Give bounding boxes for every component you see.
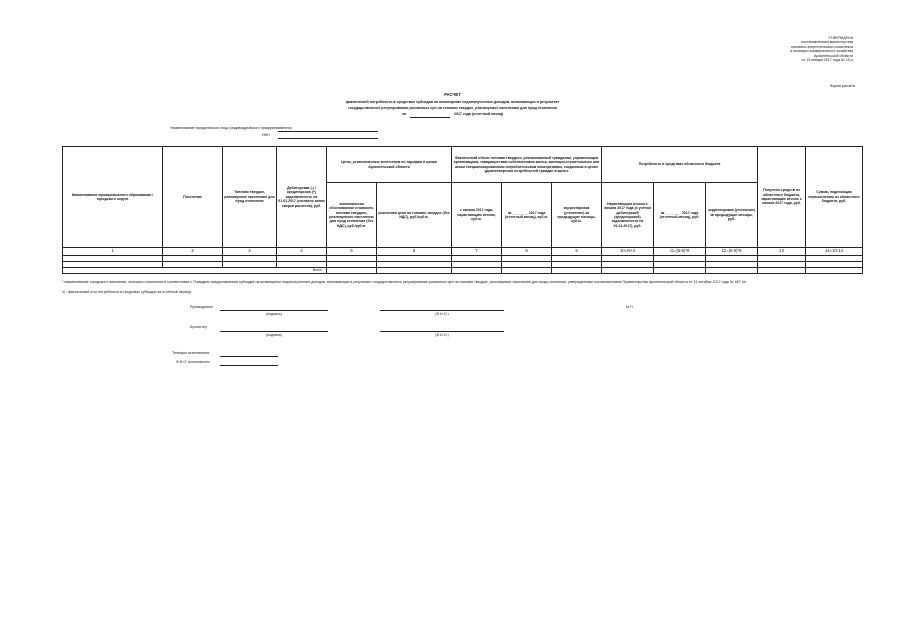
inn-field: [278, 138, 378, 139]
header-settlement: Поселение: [163, 147, 223, 248]
header-volume-cumulative: с начала 2017 года, нарастающим итогом, куб.м.: [452, 183, 502, 248]
column-number: 13: [758, 248, 806, 256]
accountant-signature-line: [220, 331, 328, 332]
header-municipality: Наименование муниципального образования / городского округа: [63, 147, 163, 248]
signature-caption: (подпись): [266, 333, 282, 337]
header-need-correction: корректировка (уточнение) за предыдущие месяцы, руб.: [706, 183, 758, 248]
period-suffix: 2017 года (отчетный месяц): [454, 112, 504, 116]
header-volume-month: за ________ 2017 года (отчетный месяц), куб.м.: [502, 183, 552, 248]
header-need-group: Потребность в средствах областного бюджета: [602, 147, 758, 183]
header-need-month: за ________ 2017 года (отчетный месяц), руб.: [654, 183, 706, 248]
approval-line: Архангельской области: [813, 53, 853, 58]
header-volume-group: Фактический объем топлива твердого, реализованный гражданам, управляющим организациям, товариществам собственников жилья, жилищно-строительным или иным специализированным потребительским кооперативам, созданным в целях удовлетворения потребностей граждан в жилье: [452, 147, 602, 183]
column-numbers-row: [63, 248, 863, 256]
approval-title: УТВЕРЖДЕНА: [828, 36, 853, 40]
column-number: 6: [377, 248, 452, 256]
inn-label: ИНН: [262, 133, 270, 137]
stamp-label: М.П.: [626, 305, 634, 309]
header-received: Получено средств из областного бюджета, нарастающим итогом с начала 2017 года, руб.: [758, 147, 806, 248]
header-need-cumulative: Нарастающим итогом с начала 2017 года (с учетом дебиторской (кредиторской) задолженности на 01.01.2017), руб.: [602, 183, 654, 248]
signature-caption: (подпись): [266, 312, 282, 316]
column-number: 9: [552, 248, 602, 256]
name-caption: (Ф.И.О.): [435, 333, 449, 337]
column-number: 11=(5-6)*8: [654, 248, 706, 256]
header-economic-cost: экономически обоснованная стоимость топлива твердого, реализуемого населению для нужд отопления (без НДС), руб./куб.м.: [327, 183, 377, 248]
header-volume-correction: корректировка (уточнение) за предыдущие месяцы, куб.м.: [552, 183, 602, 248]
footnote: N - фактический итог потребности в средствах субсидии за отчетный период: [62, 290, 191, 294]
period-field: [410, 117, 450, 118]
executor-field: [220, 365, 278, 366]
header-to-transfer: Сумма, подлежащая перечислению из областного бюджета, руб.: [806, 147, 863, 248]
column-number: 3: [223, 248, 277, 256]
head-name-line: [380, 310, 504, 311]
column-number: 5: [327, 248, 377, 256]
name-caption: (Ф.И.О.): [435, 312, 449, 316]
column-number: 1: [63, 248, 163, 256]
column-number: 8: [502, 248, 552, 256]
header-price-group: Цены, установленные агентством по тарифам и ценам Архангельской области: [327, 147, 452, 183]
document-heading: РАСЧЕТ: [444, 92, 461, 97]
period-prefix: за: [402, 112, 406, 116]
column-number: 10=N×3: [602, 248, 654, 256]
accountant-label: Бухгалтер: [190, 325, 207, 329]
header-debt: Дебиторская (-) / кредиторская (+) задолженность на 01.01.2017 (согласно актам сверки расчетов), руб.: [277, 147, 327, 248]
head-label: Руководитель: [190, 305, 214, 309]
column-number: 2: [163, 248, 223, 256]
total-label: Всего: [63, 268, 327, 274]
column-number: 12=(5-6)*9: [706, 248, 758, 256]
approval-line: постановлением министерства: [801, 40, 853, 45]
approval-line: топливно-энергетического комплекса: [790, 44, 853, 49]
footnote: * наименование городского поселения, сельского поселения в соответствии с Порядком предоставления субсидий на возмещение недополученных доходов, возникающих в результате государственного регулирования розничных цен на топливо твердое, реализуемое населению для нужд отопления, утвержденным постановлением Правительства Архангельской области от 31 октября 2017 года № 487-пп: [62, 280, 746, 284]
total-row: [63, 268, 863, 274]
approval-date: от 13 января 2017 года № 15-п: [801, 58, 853, 63]
approval-line: и жилищно-коммунального хозяйства: [790, 49, 853, 54]
column-number: 7: [452, 248, 502, 256]
form-label: Форма расчета: [829, 84, 855, 88]
accountant-name-line: [380, 331, 504, 332]
column-number: 14=10-13: [806, 248, 863, 256]
document-title: фактической потребности в средствах субсидии на возмещение недополученных доходов, возникающих в результате: [345, 100, 560, 104]
column-number: 4: [277, 248, 327, 256]
org-name-label: Наименование юридического лица (индивидуального предпринимателя): [170, 126, 292, 130]
org-name-field: [278, 131, 378, 132]
head-signature-line: [220, 310, 328, 311]
phone-field: [220, 356, 278, 357]
calculation-table: [62, 146, 863, 274]
header-fuel: Топливо твердое, реализуемое населению для нужд отопления: [223, 147, 277, 248]
document-title: государственного регулирования розничных цен на топливо твердое, реализуемое населению для нужд отопления: [348, 106, 557, 110]
header-retail-price: розничная цена на топливо твердое (без НДС), руб./куб.м.: [377, 183, 452, 248]
phone-label: Телефон исполнителя: [172, 351, 210, 355]
executor-label: Ф.И.О. исполнителя: [176, 360, 210, 364]
